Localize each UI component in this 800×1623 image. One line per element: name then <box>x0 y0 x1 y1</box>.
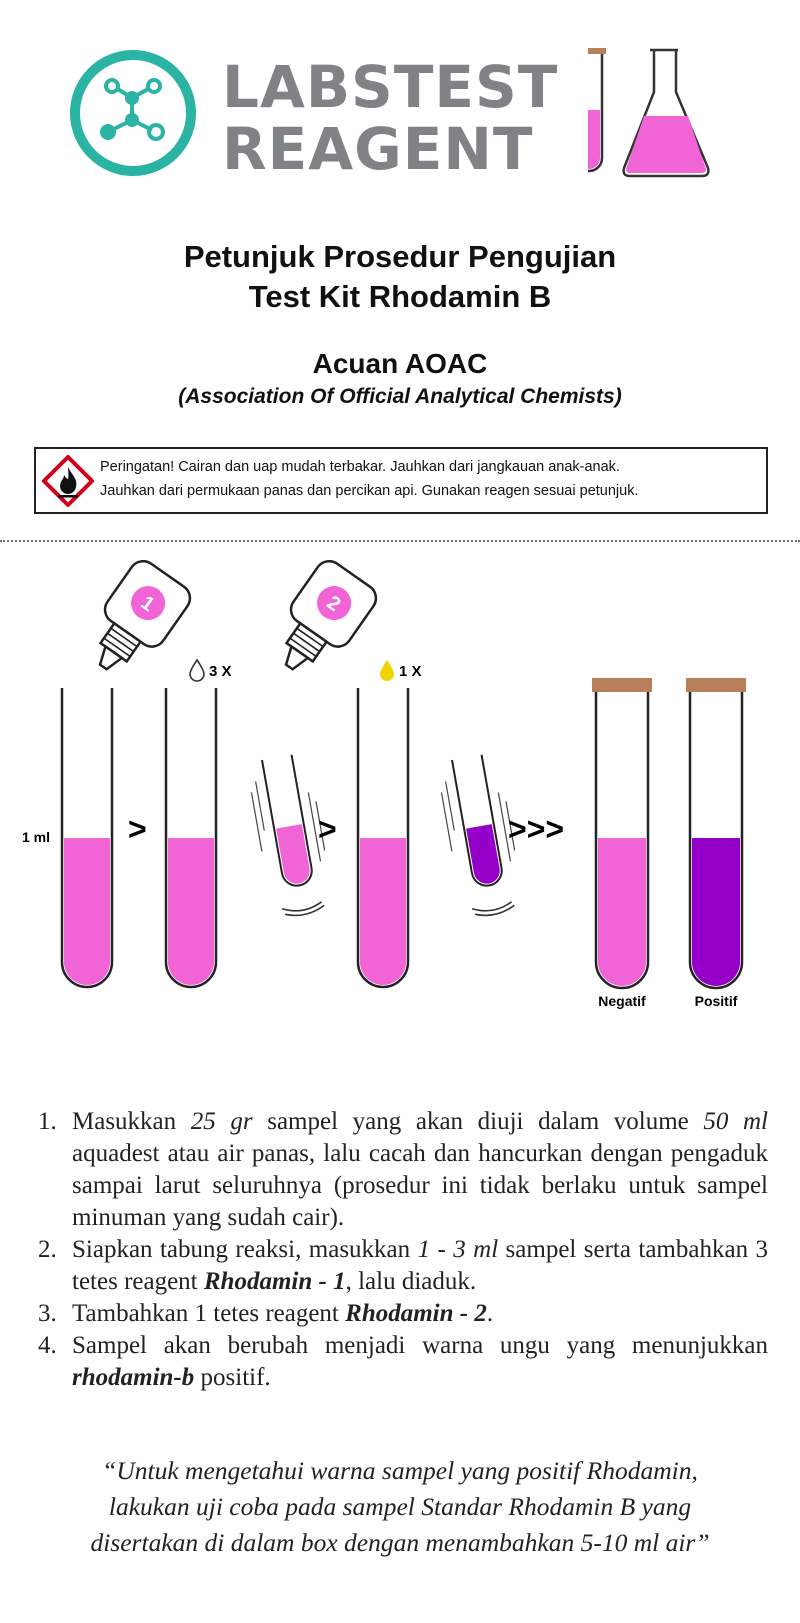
brand-line-2: REAGENT <box>222 115 534 183</box>
page-title-line-2: Test Kit Rhodamin B <box>248 279 552 314</box>
reagent-bottle-1 <box>75 560 195 686</box>
test-tube-and-flask-icon <box>588 40 738 190</box>
clear-drop-icon <box>190 660 204 681</box>
reagent-bottle-2 <box>261 560 381 686</box>
volume-label: 1 ml <box>22 829 51 845</box>
step-arrow-2: > <box>318 811 337 847</box>
yellow-drop-icon <box>380 660 394 681</box>
negative-label: Negatif <box>598 993 646 1009</box>
dotted-divider <box>0 540 800 542</box>
bottle-1-number: 1 <box>136 591 159 617</box>
test-tube-2 <box>166 688 216 987</box>
reference-subtitle: (Association Of Official Analytical Chemists) <box>178 385 622 408</box>
warning-text <box>100 455 762 503</box>
brand-name <box>222 53 559 183</box>
bottle-2-number: 2 <box>322 591 345 617</box>
step-arrow-1: > <box>128 811 147 847</box>
step-number: 3. <box>38 1300 57 1327</box>
step-number: 1. <box>38 1108 57 1135</box>
drops-count-1: 3 X <box>209 663 232 680</box>
positive-result-tube <box>686 678 746 988</box>
step-item: 4. Sampel akan berubah menjadi warna ungu yang menunjukkan rhodamin-b positif. <box>38 1332 768 1391</box>
molecule-logo-icon <box>66 46 200 180</box>
test-tube-1 <box>62 688 112 987</box>
note-line-3: disertakan di dalam box dengan menambahkan 5-10 ml air” <box>90 1528 710 1557</box>
reference-title: Acuan AOAC <box>312 348 488 379</box>
procedure-steps <box>38 1106 768 1394</box>
step-item: 3. Tambahkan 1 tetes reagent Rhodamin - 2. <box>38 1298 768 1330</box>
negative-result-tube <box>592 678 652 988</box>
step-item: 2. Siapkan tabung reaksi, masukkan 1 - 3 ml sampel serta tambahkan 3 tetes reagent Rhodamin - 1, lalu diaduk. <box>38 1236 768 1295</box>
step-item: 1. Masukkan 25 gr sampel yang akan diuji dalam volume 50 ml aquadest atau air panas, lalu cacah dan hancurkan dengan pengaduk sampai larut seluruhnya (prosedur ini tidak berlaku untuk sampel minuman yang sudah cair). <box>38 1108 768 1231</box>
step-number: 2. <box>38 1236 57 1263</box>
note-quote <box>20 1453 780 1561</box>
note-line-2: lakukan uji coba pada sampel Standar Rhodamin B yang <box>108 1492 692 1521</box>
test-tube-3 <box>358 688 408 987</box>
flammable-icon <box>42 455 94 507</box>
brand-line-1: LABSTEST <box>222 53 559 121</box>
step-arrow-3: >>> <box>508 811 565 847</box>
drops-count-2: 1 X <box>399 663 422 680</box>
warning-line-1: Peringatan! Cairan dan uap mudah terbakar. Jauhkan dari jangkauan anak-anak. <box>100 459 620 475</box>
note-line-1: “Untuk mengetahui warna sampel yang positif Rhodamin, <box>102 1456 698 1485</box>
positive-label: Positif <box>694 993 738 1009</box>
procedure-diagram <box>0 560 800 1060</box>
warning-line-2: Jauhkan dari permukaan panas dan percikan api. Gunakan reagen sesuai petunjuk. <box>100 483 639 499</box>
warning-box <box>34 447 768 514</box>
step-number: 4. <box>38 1332 57 1359</box>
page-title-line-1: Petunjuk Prosedur Pengujian <box>183 239 617 274</box>
